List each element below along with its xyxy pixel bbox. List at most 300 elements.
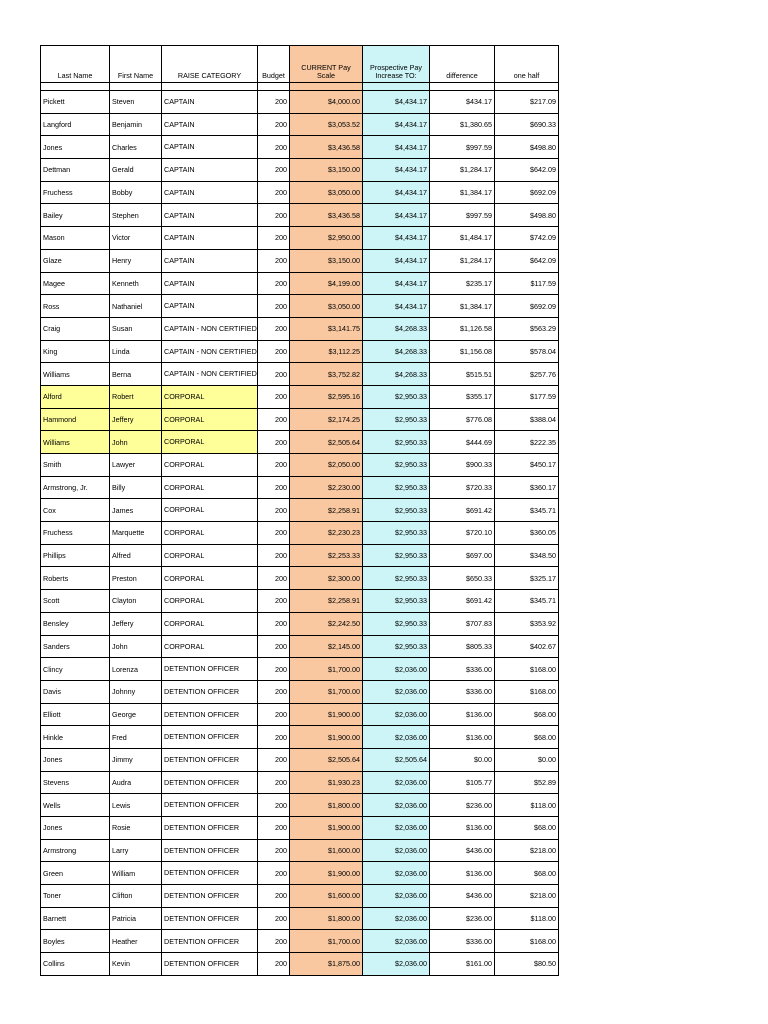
cell-difference: $105.77 (430, 771, 495, 794)
cell-first-name: Patricia (110, 907, 162, 930)
cell-raise-category: CAPTAIN (162, 295, 258, 318)
cell-first-name: Charles (110, 136, 162, 159)
cell-raise-category: DETENTION OFFICER (162, 953, 258, 976)
cell-last-name: Magee (41, 272, 110, 295)
cell-raise-category: CAPTAIN (162, 91, 258, 114)
cell-raise-category: DETENTION OFFICER (162, 658, 258, 681)
cell-budget: 200 (258, 249, 290, 272)
cell-current-pay: $1,600.00 (290, 839, 363, 862)
cell-current-pay: $3,050.00 (290, 295, 363, 318)
spacer-cell (41, 83, 110, 91)
cell-budget: 200 (258, 771, 290, 794)
cell-prospective-pay: $2,036.00 (363, 703, 430, 726)
cell-current-pay: $1,800.00 (290, 907, 363, 930)
cell-last-name: Craig (41, 317, 110, 340)
cell-one-half: $642.09 (495, 249, 559, 272)
cell-one-half: $68.00 (495, 817, 559, 840)
cell-current-pay: $2,258.91 (290, 499, 363, 522)
cell-difference: $136.00 (430, 862, 495, 885)
table-row (41, 227, 559, 250)
cell-last-name: Roberts (41, 567, 110, 590)
cell-budget: 200 (258, 567, 290, 590)
cell-raise-category: CORPORAL (162, 385, 258, 408)
cell-prospective-pay: $4,434.17 (363, 113, 430, 136)
spacer-cell (110, 83, 162, 91)
header-prospective-pay: Prospective Pay Increase TO: (363, 46, 430, 83)
table-row (41, 771, 559, 794)
cell-difference: $136.00 (430, 703, 495, 726)
cell-current-pay: $1,875.00 (290, 953, 363, 976)
cell-first-name: Nathaniel (110, 295, 162, 318)
cell-one-half: $168.00 (495, 680, 559, 703)
cell-first-name: Gerald (110, 159, 162, 182)
cell-one-half: $68.00 (495, 726, 559, 749)
cell-budget: 200 (258, 340, 290, 363)
cell-one-half: $217.09 (495, 91, 559, 114)
cell-difference: $776.08 (430, 408, 495, 431)
cell-raise-category: CORPORAL (162, 544, 258, 567)
cell-prospective-pay: $2,036.00 (363, 794, 430, 817)
cell-first-name: Clayton (110, 590, 162, 613)
cell-one-half: $0.00 (495, 748, 559, 771)
cell-raise-category: DETENTION OFFICER (162, 839, 258, 862)
cell-difference: $336.00 (430, 658, 495, 681)
cell-raise-category: CAPTAIN (162, 159, 258, 182)
header-one-half: one half (495, 46, 559, 83)
cell-one-half: $117.59 (495, 272, 559, 295)
cell-prospective-pay: $2,036.00 (363, 930, 430, 953)
cell-budget: 200 (258, 499, 290, 522)
cell-prospective-pay: $4,434.17 (363, 227, 430, 250)
cell-prospective-pay: $4,268.33 (363, 317, 430, 340)
cell-difference: $1,380.65 (430, 113, 495, 136)
table-row (41, 159, 559, 182)
cell-current-pay: $3,141.75 (290, 317, 363, 340)
spacer-cell (495, 83, 559, 91)
cell-first-name: Berna (110, 363, 162, 386)
cell-prospective-pay: $2,036.00 (363, 862, 430, 885)
cell-raise-category: CAPTAIN (162, 113, 258, 136)
cell-current-pay: $3,050.00 (290, 181, 363, 204)
table-row (41, 499, 559, 522)
cell-prospective-pay: $2,950.33 (363, 454, 430, 477)
table-row (41, 363, 559, 386)
cell-difference: $720.10 (430, 522, 495, 545)
cell-current-pay: $2,050.00 (290, 454, 363, 477)
cell-difference: $1,384.17 (430, 181, 495, 204)
table-row (41, 408, 559, 431)
cell-current-pay: $2,505.64 (290, 431, 363, 454)
cell-first-name: Benjamin (110, 113, 162, 136)
cell-prospective-pay: $2,036.00 (363, 817, 430, 840)
cell-one-half: $325.17 (495, 567, 559, 590)
cell-prospective-pay: $2,036.00 (363, 839, 430, 862)
cell-first-name: Lawyer (110, 454, 162, 477)
cell-raise-category: DETENTION OFFICER (162, 726, 258, 749)
cell-prospective-pay: $2,505.64 (363, 748, 430, 771)
cell-first-name: Lorenza (110, 658, 162, 681)
cell-current-pay: $3,150.00 (290, 249, 363, 272)
cell-difference: $697.00 (430, 544, 495, 567)
cell-budget: 200 (258, 227, 290, 250)
cell-first-name: Preston (110, 567, 162, 590)
cell-prospective-pay: $4,434.17 (363, 159, 430, 182)
cell-raise-category: CAPTAIN (162, 204, 258, 227)
cell-current-pay: $1,900.00 (290, 862, 363, 885)
cell-prospective-pay: $2,950.33 (363, 385, 430, 408)
cell-last-name: King (41, 340, 110, 363)
table-row (41, 272, 559, 295)
cell-one-half: $642.09 (495, 159, 559, 182)
cell-first-name: Billy (110, 476, 162, 499)
cell-budget: 200 (258, 431, 290, 454)
cell-budget: 200 (258, 136, 290, 159)
cell-prospective-pay: $4,434.17 (363, 181, 430, 204)
table-row (41, 113, 559, 136)
cell-difference: $720.33 (430, 476, 495, 499)
cell-prospective-pay: $4,434.17 (363, 295, 430, 318)
cell-prospective-pay: $2,950.33 (363, 612, 430, 635)
cell-prospective-pay: $4,434.17 (363, 249, 430, 272)
cell-last-name: Langford (41, 113, 110, 136)
cell-current-pay: $1,900.00 (290, 817, 363, 840)
cell-raise-category: CORPORAL (162, 431, 258, 454)
table-row (41, 567, 559, 590)
cell-budget: 200 (258, 522, 290, 545)
cell-budget: 200 (258, 476, 290, 499)
cell-last-name: Alford (41, 385, 110, 408)
cell-one-half: $218.00 (495, 885, 559, 908)
header-current-pay: CURRENT Pay Scale (290, 46, 363, 83)
cell-budget: 200 (258, 862, 290, 885)
cell-last-name: Jones (41, 817, 110, 840)
cell-first-name: Henry (110, 249, 162, 272)
table-row (41, 839, 559, 862)
cell-difference: $136.00 (430, 726, 495, 749)
cell-one-half: $692.09 (495, 181, 559, 204)
cell-raise-category: CORPORAL (162, 408, 258, 431)
cell-difference: $236.00 (430, 907, 495, 930)
cell-one-half: $563.29 (495, 317, 559, 340)
cell-prospective-pay: $2,036.00 (363, 771, 430, 794)
table-row (41, 544, 559, 567)
table-row (41, 181, 559, 204)
cell-prospective-pay: $2,950.33 (363, 590, 430, 613)
cell-difference: $691.42 (430, 499, 495, 522)
cell-last-name: Toner (41, 885, 110, 908)
cell-first-name: Alfred (110, 544, 162, 567)
cell-last-name: Davis (41, 680, 110, 703)
cell-one-half: $80.50 (495, 953, 559, 976)
cell-prospective-pay: $2,950.33 (363, 408, 430, 431)
spacer-row (41, 83, 559, 91)
cell-budget: 200 (258, 385, 290, 408)
cell-last-name: Phillips (41, 544, 110, 567)
cell-last-name: Fruchess (41, 522, 110, 545)
cell-last-name: Glaze (41, 249, 110, 272)
table-row (41, 703, 559, 726)
cell-current-pay: $4,000.00 (290, 91, 363, 114)
cell-current-pay: $1,900.00 (290, 703, 363, 726)
cell-one-half: $168.00 (495, 930, 559, 953)
cell-difference: $515.51 (430, 363, 495, 386)
cell-budget: 200 (258, 635, 290, 658)
cell-budget: 200 (258, 680, 290, 703)
cell-budget: 200 (258, 272, 290, 295)
cell-difference: $236.00 (430, 794, 495, 817)
cell-first-name: Susan (110, 317, 162, 340)
cell-one-half: $692.09 (495, 295, 559, 318)
cell-raise-category: CORPORAL (162, 612, 258, 635)
cell-budget: 200 (258, 590, 290, 613)
cell-raise-category: CORPORAL (162, 635, 258, 658)
cell-current-pay: $1,800.00 (290, 794, 363, 817)
cell-first-name: Jeffery (110, 612, 162, 635)
cell-one-half: $218.00 (495, 839, 559, 862)
cell-one-half: $742.09 (495, 227, 559, 250)
cell-prospective-pay: $2,950.33 (363, 431, 430, 454)
cell-last-name: Hammond (41, 408, 110, 431)
cell-last-name: Pickett (41, 91, 110, 114)
table-row (41, 612, 559, 635)
cell-budget: 200 (258, 159, 290, 182)
cell-first-name: Heather (110, 930, 162, 953)
cell-one-half: $168.00 (495, 658, 559, 681)
cell-first-name: Jimmy (110, 748, 162, 771)
spacer-cell (430, 83, 495, 91)
cell-budget: 200 (258, 930, 290, 953)
cell-budget: 200 (258, 91, 290, 114)
cell-last-name: Scott (41, 590, 110, 613)
cell-last-name: Green (41, 862, 110, 885)
cell-first-name: Steven (110, 91, 162, 114)
cell-first-name: Rosie (110, 817, 162, 840)
cell-prospective-pay: $2,950.33 (363, 567, 430, 590)
cell-one-half: $348.50 (495, 544, 559, 567)
cell-budget: 200 (258, 794, 290, 817)
cell-difference: $1,484.17 (430, 227, 495, 250)
cell-current-pay: $2,300.00 (290, 567, 363, 590)
cell-raise-category: CORPORAL (162, 499, 258, 522)
cell-budget: 200 (258, 817, 290, 840)
table-row (41, 930, 559, 953)
cell-first-name: Audra (110, 771, 162, 794)
spacer-cell (258, 83, 290, 91)
cell-budget: 200 (258, 544, 290, 567)
cell-first-name: John (110, 431, 162, 454)
cell-prospective-pay: $4,434.17 (363, 272, 430, 295)
cell-difference: $436.00 (430, 885, 495, 908)
cell-budget: 200 (258, 703, 290, 726)
cell-current-pay: $3,436.58 (290, 204, 363, 227)
cell-difference: $1,126.58 (430, 317, 495, 340)
cell-last-name: Williams (41, 363, 110, 386)
cell-one-half: $498.80 (495, 204, 559, 227)
cell-current-pay: $2,950.00 (290, 227, 363, 250)
table-row (41, 794, 559, 817)
cell-raise-category: CORPORAL (162, 476, 258, 499)
cell-one-half: $353.92 (495, 612, 559, 635)
cell-raise-category: CORPORAL (162, 522, 258, 545)
table-row (41, 340, 559, 363)
cell-last-name: Cox (41, 499, 110, 522)
cell-prospective-pay: $2,036.00 (363, 953, 430, 976)
cell-prospective-pay: $2,036.00 (363, 726, 430, 749)
cell-difference: $1,284.17 (430, 249, 495, 272)
cell-raise-category: CORPORAL (162, 590, 258, 613)
table-row (41, 748, 559, 771)
spacer-cell (363, 83, 430, 91)
spacer-cell (162, 83, 258, 91)
cell-last-name: Williams (41, 431, 110, 454)
cell-budget: 200 (258, 748, 290, 771)
cell-current-pay: $1,700.00 (290, 680, 363, 703)
cell-current-pay: $3,436.58 (290, 136, 363, 159)
table-row (41, 953, 559, 976)
cell-one-half: $68.00 (495, 862, 559, 885)
table-row (41, 680, 559, 703)
cell-budget: 200 (258, 317, 290, 340)
cell-first-name: Marquette (110, 522, 162, 545)
cell-last-name: Barnett (41, 907, 110, 930)
table-row (41, 590, 559, 613)
cell-budget: 200 (258, 726, 290, 749)
spacer-cell (290, 83, 363, 91)
cell-one-half: $118.00 (495, 794, 559, 817)
cell-prospective-pay: $2,950.33 (363, 499, 430, 522)
cell-first-name: Larry (110, 839, 162, 862)
cell-prospective-pay: $4,434.17 (363, 204, 430, 227)
table-row (41, 907, 559, 930)
cell-raise-category: CAPTAIN - NON CERTIFIED (162, 317, 258, 340)
cell-one-half: $118.00 (495, 907, 559, 930)
cell-one-half: $388.04 (495, 408, 559, 431)
cell-first-name: Lewis (110, 794, 162, 817)
cell-first-name: Clifton (110, 885, 162, 908)
cell-difference: $336.00 (430, 680, 495, 703)
cell-current-pay: $1,900.00 (290, 726, 363, 749)
table-row (41, 431, 559, 454)
table-row (41, 295, 559, 318)
cell-one-half: $345.71 (495, 499, 559, 522)
cell-raise-category: DETENTION OFFICER (162, 907, 258, 930)
cell-one-half: $498.80 (495, 136, 559, 159)
cell-current-pay: $2,258.91 (290, 590, 363, 613)
cell-last-name: Hinkle (41, 726, 110, 749)
cell-prospective-pay: $4,434.17 (363, 91, 430, 114)
cell-difference: $691.42 (430, 590, 495, 613)
cell-budget: 200 (258, 113, 290, 136)
cell-first-name: James (110, 499, 162, 522)
cell-raise-category: CORPORAL (162, 567, 258, 590)
cell-prospective-pay: $2,950.33 (363, 476, 430, 499)
cell-budget: 200 (258, 363, 290, 386)
cell-first-name: Stephen (110, 204, 162, 227)
cell-current-pay: $2,230.23 (290, 522, 363, 545)
cell-prospective-pay: $2,036.00 (363, 658, 430, 681)
cell-difference: $650.33 (430, 567, 495, 590)
cell-current-pay: $4,199.00 (290, 272, 363, 295)
cell-one-half: $360.05 (495, 522, 559, 545)
cell-last-name: Armstrong, Jr. (41, 476, 110, 499)
cell-first-name: Robert (110, 385, 162, 408)
cell-raise-category: DETENTION OFFICER (162, 771, 258, 794)
cell-budget: 200 (258, 454, 290, 477)
cell-prospective-pay: $2,036.00 (363, 680, 430, 703)
cell-raise-category: DETENTION OFFICER (162, 930, 258, 953)
cell-difference: $707.83 (430, 612, 495, 635)
table-row (41, 454, 559, 477)
header-first-name: First Name (110, 46, 162, 83)
cell-difference: $444.69 (430, 431, 495, 454)
cell-difference: $434.17 (430, 91, 495, 114)
cell-difference: $0.00 (430, 748, 495, 771)
cell-prospective-pay: $4,268.33 (363, 363, 430, 386)
cell-difference: $355.17 (430, 385, 495, 408)
cell-first-name: John (110, 635, 162, 658)
header-raise-category: RAISE CATEGORY (162, 46, 258, 83)
cell-difference: $235.17 (430, 272, 495, 295)
cell-one-half: $578.04 (495, 340, 559, 363)
cell-raise-category: DETENTION OFFICER (162, 794, 258, 817)
table-row (41, 91, 559, 114)
cell-last-name: Wells (41, 794, 110, 817)
table-row (41, 136, 559, 159)
table-row (41, 522, 559, 545)
cell-budget: 200 (258, 612, 290, 635)
cell-budget: 200 (258, 408, 290, 431)
cell-current-pay: $1,930.23 (290, 771, 363, 794)
cell-budget: 200 (258, 907, 290, 930)
cell-budget: 200 (258, 204, 290, 227)
cell-budget: 200 (258, 839, 290, 862)
cell-raise-category: CAPTAIN - NON CERTIFIED (162, 340, 258, 363)
cell-first-name: Victor (110, 227, 162, 250)
cell-current-pay: $2,174.25 (290, 408, 363, 431)
cell-last-name: Jones (41, 748, 110, 771)
cell-difference: $1,384.17 (430, 295, 495, 318)
cell-one-half: $690.33 (495, 113, 559, 136)
cell-difference: $436.00 (430, 839, 495, 862)
cell-difference: $997.59 (430, 136, 495, 159)
table-row (41, 817, 559, 840)
cell-current-pay: $1,700.00 (290, 930, 363, 953)
cell-last-name: Smith (41, 454, 110, 477)
table-row (41, 658, 559, 681)
cell-current-pay: $3,752.82 (290, 363, 363, 386)
cell-difference: $336.00 (430, 930, 495, 953)
cell-first-name: George (110, 703, 162, 726)
header-budget: Budget (258, 46, 290, 83)
cell-one-half: $345.71 (495, 590, 559, 613)
cell-current-pay: $2,242.50 (290, 612, 363, 635)
table-row (41, 862, 559, 885)
cell-one-half: $402.67 (495, 635, 559, 658)
cell-raise-category: DETENTION OFFICER (162, 680, 258, 703)
cell-prospective-pay: $4,434.17 (363, 136, 430, 159)
cell-last-name: Bensley (41, 612, 110, 635)
header-row (41, 46, 559, 83)
cell-difference: $1,284.17 (430, 159, 495, 182)
cell-raise-category: CORPORAL (162, 454, 258, 477)
cell-first-name: Linda (110, 340, 162, 363)
cell-prospective-pay: $2,036.00 (363, 907, 430, 930)
cell-difference: $1,156.08 (430, 340, 495, 363)
cell-difference: $161.00 (430, 953, 495, 976)
cell-last-name: Jones (41, 136, 110, 159)
cell-last-name: Dettman (41, 159, 110, 182)
cell-current-pay: $3,053.52 (290, 113, 363, 136)
